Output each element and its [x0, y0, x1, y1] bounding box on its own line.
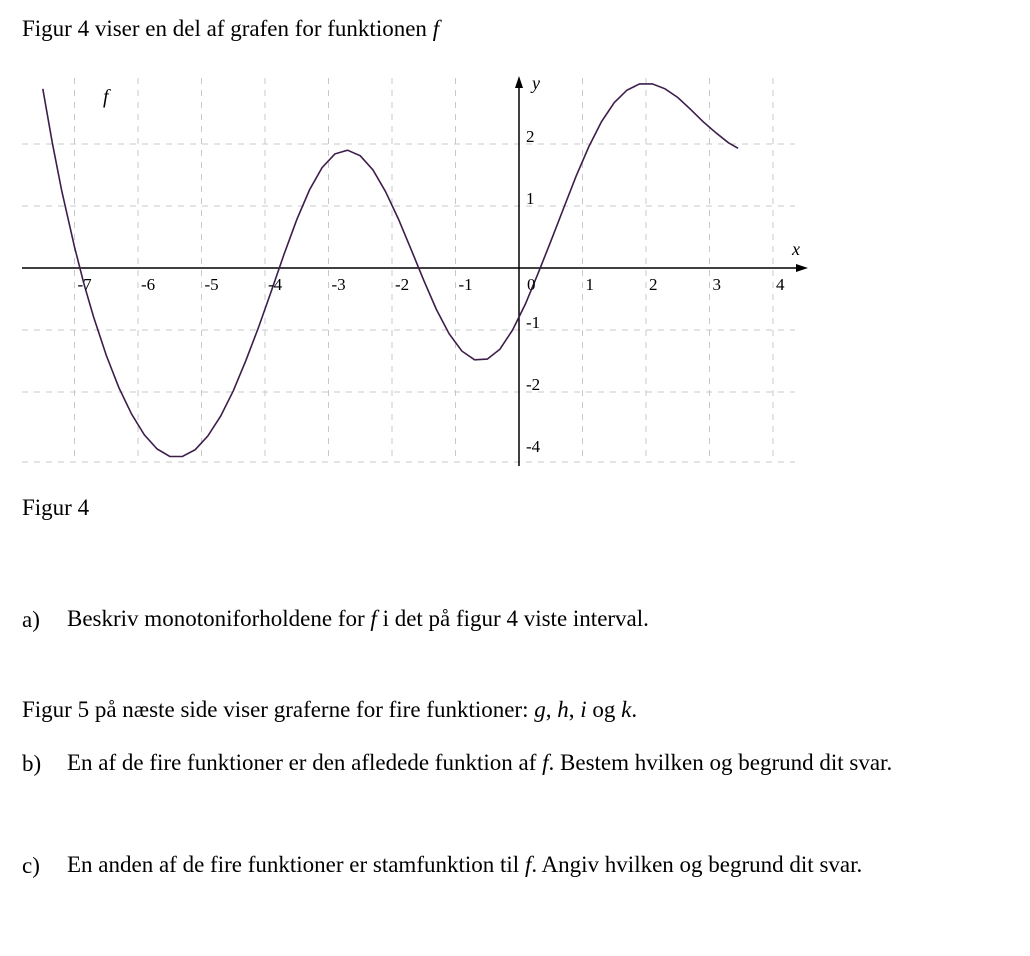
- x-tick-label: -1: [458, 275, 473, 294]
- x-tick-label: 2: [649, 275, 658, 294]
- grid: [22, 78, 795, 462]
- y-tick-label: 2: [526, 127, 535, 146]
- question-c-label: c): [22, 853, 40, 878]
- y-axis-label: y: [532, 73, 540, 93]
- separator-2: ,: [568, 697, 581, 722]
- x-tick-label: 1: [585, 275, 594, 294]
- figure5-intro: [22, 697, 637, 723]
- og-text: og: [586, 697, 622, 722]
- function-g-symbol: g: [534, 697, 546, 722]
- curve-label: f: [103, 86, 109, 108]
- x-tick-label: -6: [141, 275, 156, 294]
- figure-caption: Figur 4: [22, 495, 90, 520]
- y-tick-label: -1: [526, 313, 541, 332]
- tick-labels: [78, 73, 801, 456]
- question-a-text: [67, 602, 927, 636]
- x-tick-label: 4: [776, 275, 785, 294]
- x-tick-label: -4: [268, 275, 283, 294]
- y-tick-label: -4: [526, 437, 541, 456]
- question-a-label: a): [22, 607, 40, 632]
- x-tick-label: -3: [331, 275, 346, 294]
- question-b-function-symbol: f: [542, 750, 549, 775]
- x-tick-label: 3: [712, 275, 721, 294]
- question-a-post: i det på figur 4 viste interval.: [376, 606, 649, 631]
- x-tick-label: -7: [77, 275, 92, 294]
- x-axis-label: x: [792, 239, 800, 259]
- question-a-pre: Beskriv monotoniforholdene for: [67, 606, 371, 631]
- question-b-pre: En af de fire funktioner er den afledede funktion af: [67, 750, 543, 775]
- x-tick-label: -5: [204, 275, 219, 294]
- question-b-text: [67, 746, 927, 780]
- x-axis-arrow: [796, 264, 808, 272]
- function-i-symbol: i: [580, 697, 587, 722]
- intro-function-symbol: f: [432, 16, 440, 41]
- y-axis-arrow: [515, 76, 523, 88]
- function-curve: [43, 84, 738, 457]
- intro-text: Figur 4 viser en del af grafen for funktionen: [22, 16, 433, 41]
- figure5-intro-text: Figur 5 på næste side viser graferne for fire funktioner:: [22, 697, 535, 722]
- function-k-symbol: k: [621, 697, 632, 722]
- y-tick-label: -2: [526, 375, 541, 394]
- question-b-post: . Bestem hvilken og begrund dit svar.: [548, 750, 893, 775]
- separator-1: ,: [545, 697, 558, 722]
- question-c-text: [67, 848, 927, 882]
- axes: [22, 76, 808, 466]
- question-c-function-symbol: f: [524, 852, 532, 877]
- question-c-post: . Angiv hvilken og begrund dit svar.: [531, 852, 863, 877]
- curve-layer: [43, 84, 738, 457]
- question-b-label: b): [22, 751, 42, 776]
- x-tick-label: -2: [395, 275, 410, 294]
- question-a-function-symbol: f: [370, 606, 377, 631]
- y-tick-label: 1: [526, 189, 535, 208]
- x-tick-label: 0: [527, 275, 536, 294]
- question-c-pre: En anden af de fire funktioner er stamfunktion til: [67, 852, 525, 877]
- figure5-intro-end: .: [631, 697, 638, 722]
- function-h-symbol: h: [557, 697, 569, 722]
